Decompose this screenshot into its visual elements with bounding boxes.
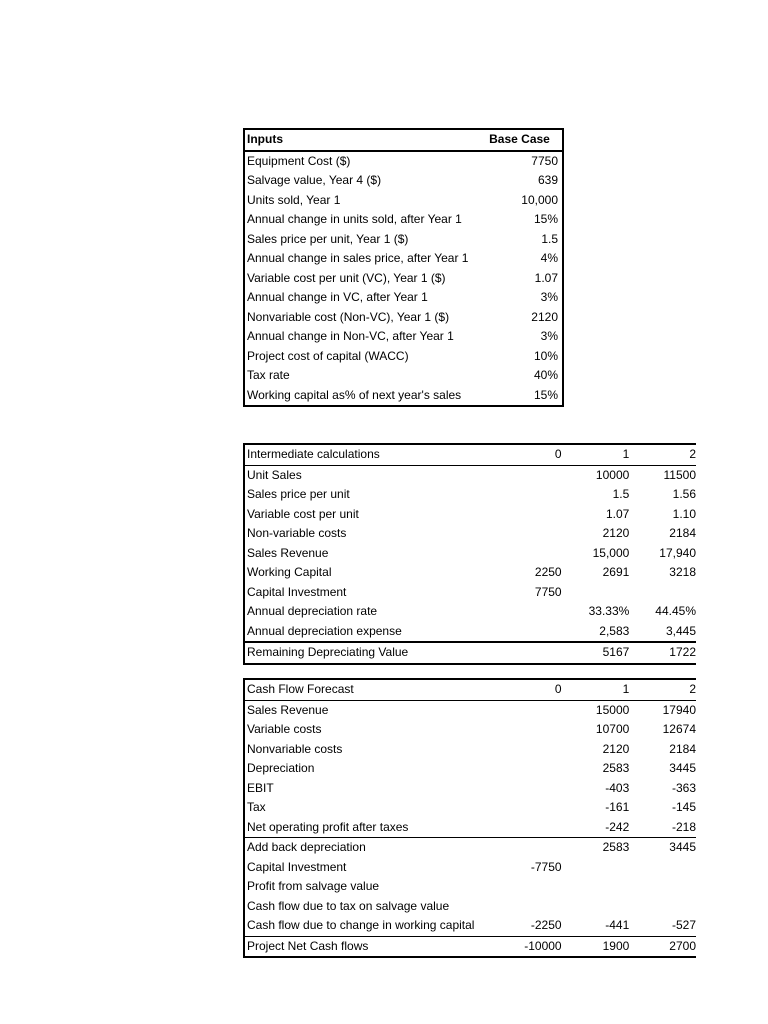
inputs-header-row [245,130,562,152]
input-label: Annual change in VC, after Year 1 [247,290,428,304]
year0-cell: -7750 [530,859,562,874]
table-row [245,779,696,799]
year2-cell: -527 [671,918,696,932]
input-label: Sales price per unit, Year 1 ($) [247,231,409,246]
table-row [245,249,562,269]
row-label: Tax [247,800,266,814]
table-row [245,485,696,505]
table-row [245,818,696,838]
table-row [245,837,696,858]
input-label: Salvage value, Year 4 ($) [247,173,382,187]
table-row [245,798,696,818]
table-row [245,386,562,406]
year0-cell [489,466,562,486]
year1-cell [562,583,630,603]
table-row [245,171,562,191]
year2-cell: 17940 [662,702,696,717]
year0-cell: -2250 [530,918,562,932]
year1-cell: 1900 [602,938,630,953]
input-value: 15% [533,212,558,226]
inputs-body [245,152,562,406]
table-row [245,877,696,897]
year1-cell: -403 [605,780,630,795]
row-label: Depreciation [247,761,315,775]
year1-cell: -161 [605,800,630,814]
year0-cell [489,897,562,917]
inputs-header-value: Base Case [489,132,550,146]
year2-cell: 3445 [669,761,696,775]
table-row [245,191,562,211]
table-row [245,366,562,386]
table-row [245,152,562,172]
year0-cell [489,779,562,799]
year2-cell: 11500 [663,467,696,482]
year0-cell: -10000 [524,938,562,953]
year0-cell [489,798,562,818]
year0-cell [489,877,562,897]
year1-cell: 2691 [602,565,630,579]
row-label: Variable costs [247,722,322,736]
year0-cell: 7750 [534,584,562,599]
year0-cell [489,622,562,642]
cashflow-header-year1: 1 [622,682,630,696]
year2-cell: 3445 [669,840,696,854]
year2-cell: -145 [671,800,696,814]
year2-cell: 2700 [669,938,696,953]
cashflow-header-year0: 0 [554,682,562,696]
intermediate-header-label: Intermediate calculations [247,447,380,461]
year0-cell [489,505,562,525]
year2-cell [629,897,696,917]
year2-cell: 44.45% [655,604,696,618]
table-row [245,210,562,230]
row-label: Sales Revenue [247,545,329,560]
row-label: Remaining Depreciating Value [247,645,409,659]
table-row [245,622,696,642]
inputs-header-label: Inputs [247,132,283,146]
year1-cell: 2,583 [599,623,630,638]
intermediate-body [245,466,696,663]
input-value: 1.07 [534,270,558,285]
year2-cell: 1.10 [672,506,696,521]
table-row [245,759,696,779]
year1-cell: 2583 [602,840,630,854]
input-value: 10% [533,348,558,363]
input-value: 15% [533,387,558,402]
input-value: 40% [533,368,558,382]
row-label: Sales Revenue [247,702,329,717]
year2-cell [629,858,696,878]
row-label: EBIT [247,780,274,795]
row-label: Variable cost per unit [247,506,359,521]
row-label: Unit Sales [247,467,302,482]
table-row [245,230,562,250]
inputs-table [243,128,564,407]
input-value: 10,000 [521,192,558,207]
year2-cell: 1722 [669,645,696,659]
year0-cell [489,602,562,622]
row-label: Sales price per unit [247,487,350,501]
row-label: Project Net Cash flows [247,938,369,953]
year2-cell [629,877,696,897]
table-row [245,916,696,936]
input-label: Variable cost per unit (VC), Year 1 ($) [247,270,446,285]
table-row [245,720,696,740]
input-value: 639 [537,173,558,187]
year1-cell [562,877,630,897]
intermediate-header-year2: 2 [689,447,696,461]
row-label: Non-variable costs [247,526,347,540]
row-label: Annual depreciation rate [247,604,378,618]
input-label: Nonvariable cost (Non-VC), Year 1 ($) [247,309,450,324]
year0-cell [489,701,562,721]
table-row [245,327,562,347]
year2-cell: 2184 [669,526,696,540]
cashflow-header-row [245,680,696,701]
intermediate-header-row [245,445,696,466]
year1-cell: 15,000 [592,545,630,560]
table-row [245,602,696,622]
row-label: Capital Investment [247,584,347,599]
year1-cell: 1.5 [612,487,630,501]
row-label: Add back depreciation [247,840,366,854]
row-label: Capital Investment [247,859,347,874]
table-row [245,858,696,878]
year1-cell: 1.07 [605,506,630,521]
cashflow-body [245,701,696,957]
table-row [245,641,696,663]
table-row [245,583,696,603]
year2-cell: 1.56 [672,487,696,501]
year2-cell: -363 [671,780,696,795]
table-row [245,466,696,486]
input-value: 2120 [531,309,558,324]
year1-cell: 2583 [602,761,630,775]
input-label: Annual change in units sold, after Year 1 [247,212,462,226]
intermediate-header-year0: 0 [554,447,562,461]
cashflow-header-year2: 2 [689,682,696,696]
intermediate-table [243,443,696,665]
year2-cell [629,583,696,603]
input-label: Equipment Cost ($) [247,153,351,168]
year2-cell: 2184 [669,741,696,756]
input-label: Tax rate [247,368,290,382]
year1-cell [562,858,630,878]
year2-cell: 3,445 [665,623,696,638]
row-label: Cash flow due to tax on salvage value [247,898,450,913]
row-label: Profit from salvage value [247,879,380,893]
input-label: Project cost of capital (WACC) [247,348,409,363]
year1-cell: 2120 [602,526,630,540]
year1-cell: -242 [605,819,630,834]
year1-cell: 15000 [595,702,630,717]
cashflow-header-label: Cash Flow Forecast [247,682,354,696]
input-value: 3% [540,290,558,304]
row-label: Working Capital [247,565,332,579]
year0-cell [489,759,562,779]
table-row [245,524,696,544]
row-label: Annual depreciation expense [247,623,402,638]
year2-cell: 12674 [662,722,696,736]
year1-cell: 33.33% [588,604,630,618]
year1-cell: 10000 [595,467,630,482]
input-label: Units sold, Year 1 [247,192,341,207]
year1-cell: 2120 [602,741,630,756]
table-row [245,505,696,525]
year0-cell [489,485,562,505]
table-row [245,544,696,564]
table-row [245,897,696,917]
table-row [245,269,562,289]
row-label: Cash flow due to change in working capital [247,918,475,932]
year1-cell: -441 [605,918,630,932]
year0-cell [489,544,562,564]
input-label: Annual change in sales price, after Year 1 [247,251,469,265]
table-row [245,936,696,957]
row-label: Net operating profit after taxes [247,819,409,834]
input-value: 4% [540,251,558,265]
year0-cell [489,643,562,663]
year1-cell [562,897,630,917]
table-row [245,288,562,308]
year2-cell: 17,940 [659,545,696,560]
year2-cell: -218 [671,819,696,834]
table-row [245,308,562,328]
cashflow-table [243,678,696,958]
table-row [245,740,696,760]
input-value: 1.5 [541,231,558,246]
year0-cell [489,838,562,858]
input-label: Annual change in Non-VC, after Year 1 [247,329,454,343]
input-value: 7750 [531,153,558,168]
year0-cell: 2250 [534,565,562,579]
table-row [245,563,696,583]
row-label: Nonvariable costs [247,741,343,756]
input-value: 3% [540,329,558,343]
year0-cell [489,720,562,740]
intermediate-header-year1: 1 [622,447,630,461]
year0-cell [489,740,562,760]
input-label: Working capital as% of next year's sales [247,387,462,402]
year0-cell [489,524,562,544]
year1-cell: 10700 [595,722,630,736]
table-row [245,347,562,367]
year0-cell [489,818,562,838]
year1-cell: 5167 [602,645,630,659]
year2-cell: 3218 [669,565,696,579]
table-row [245,701,696,721]
